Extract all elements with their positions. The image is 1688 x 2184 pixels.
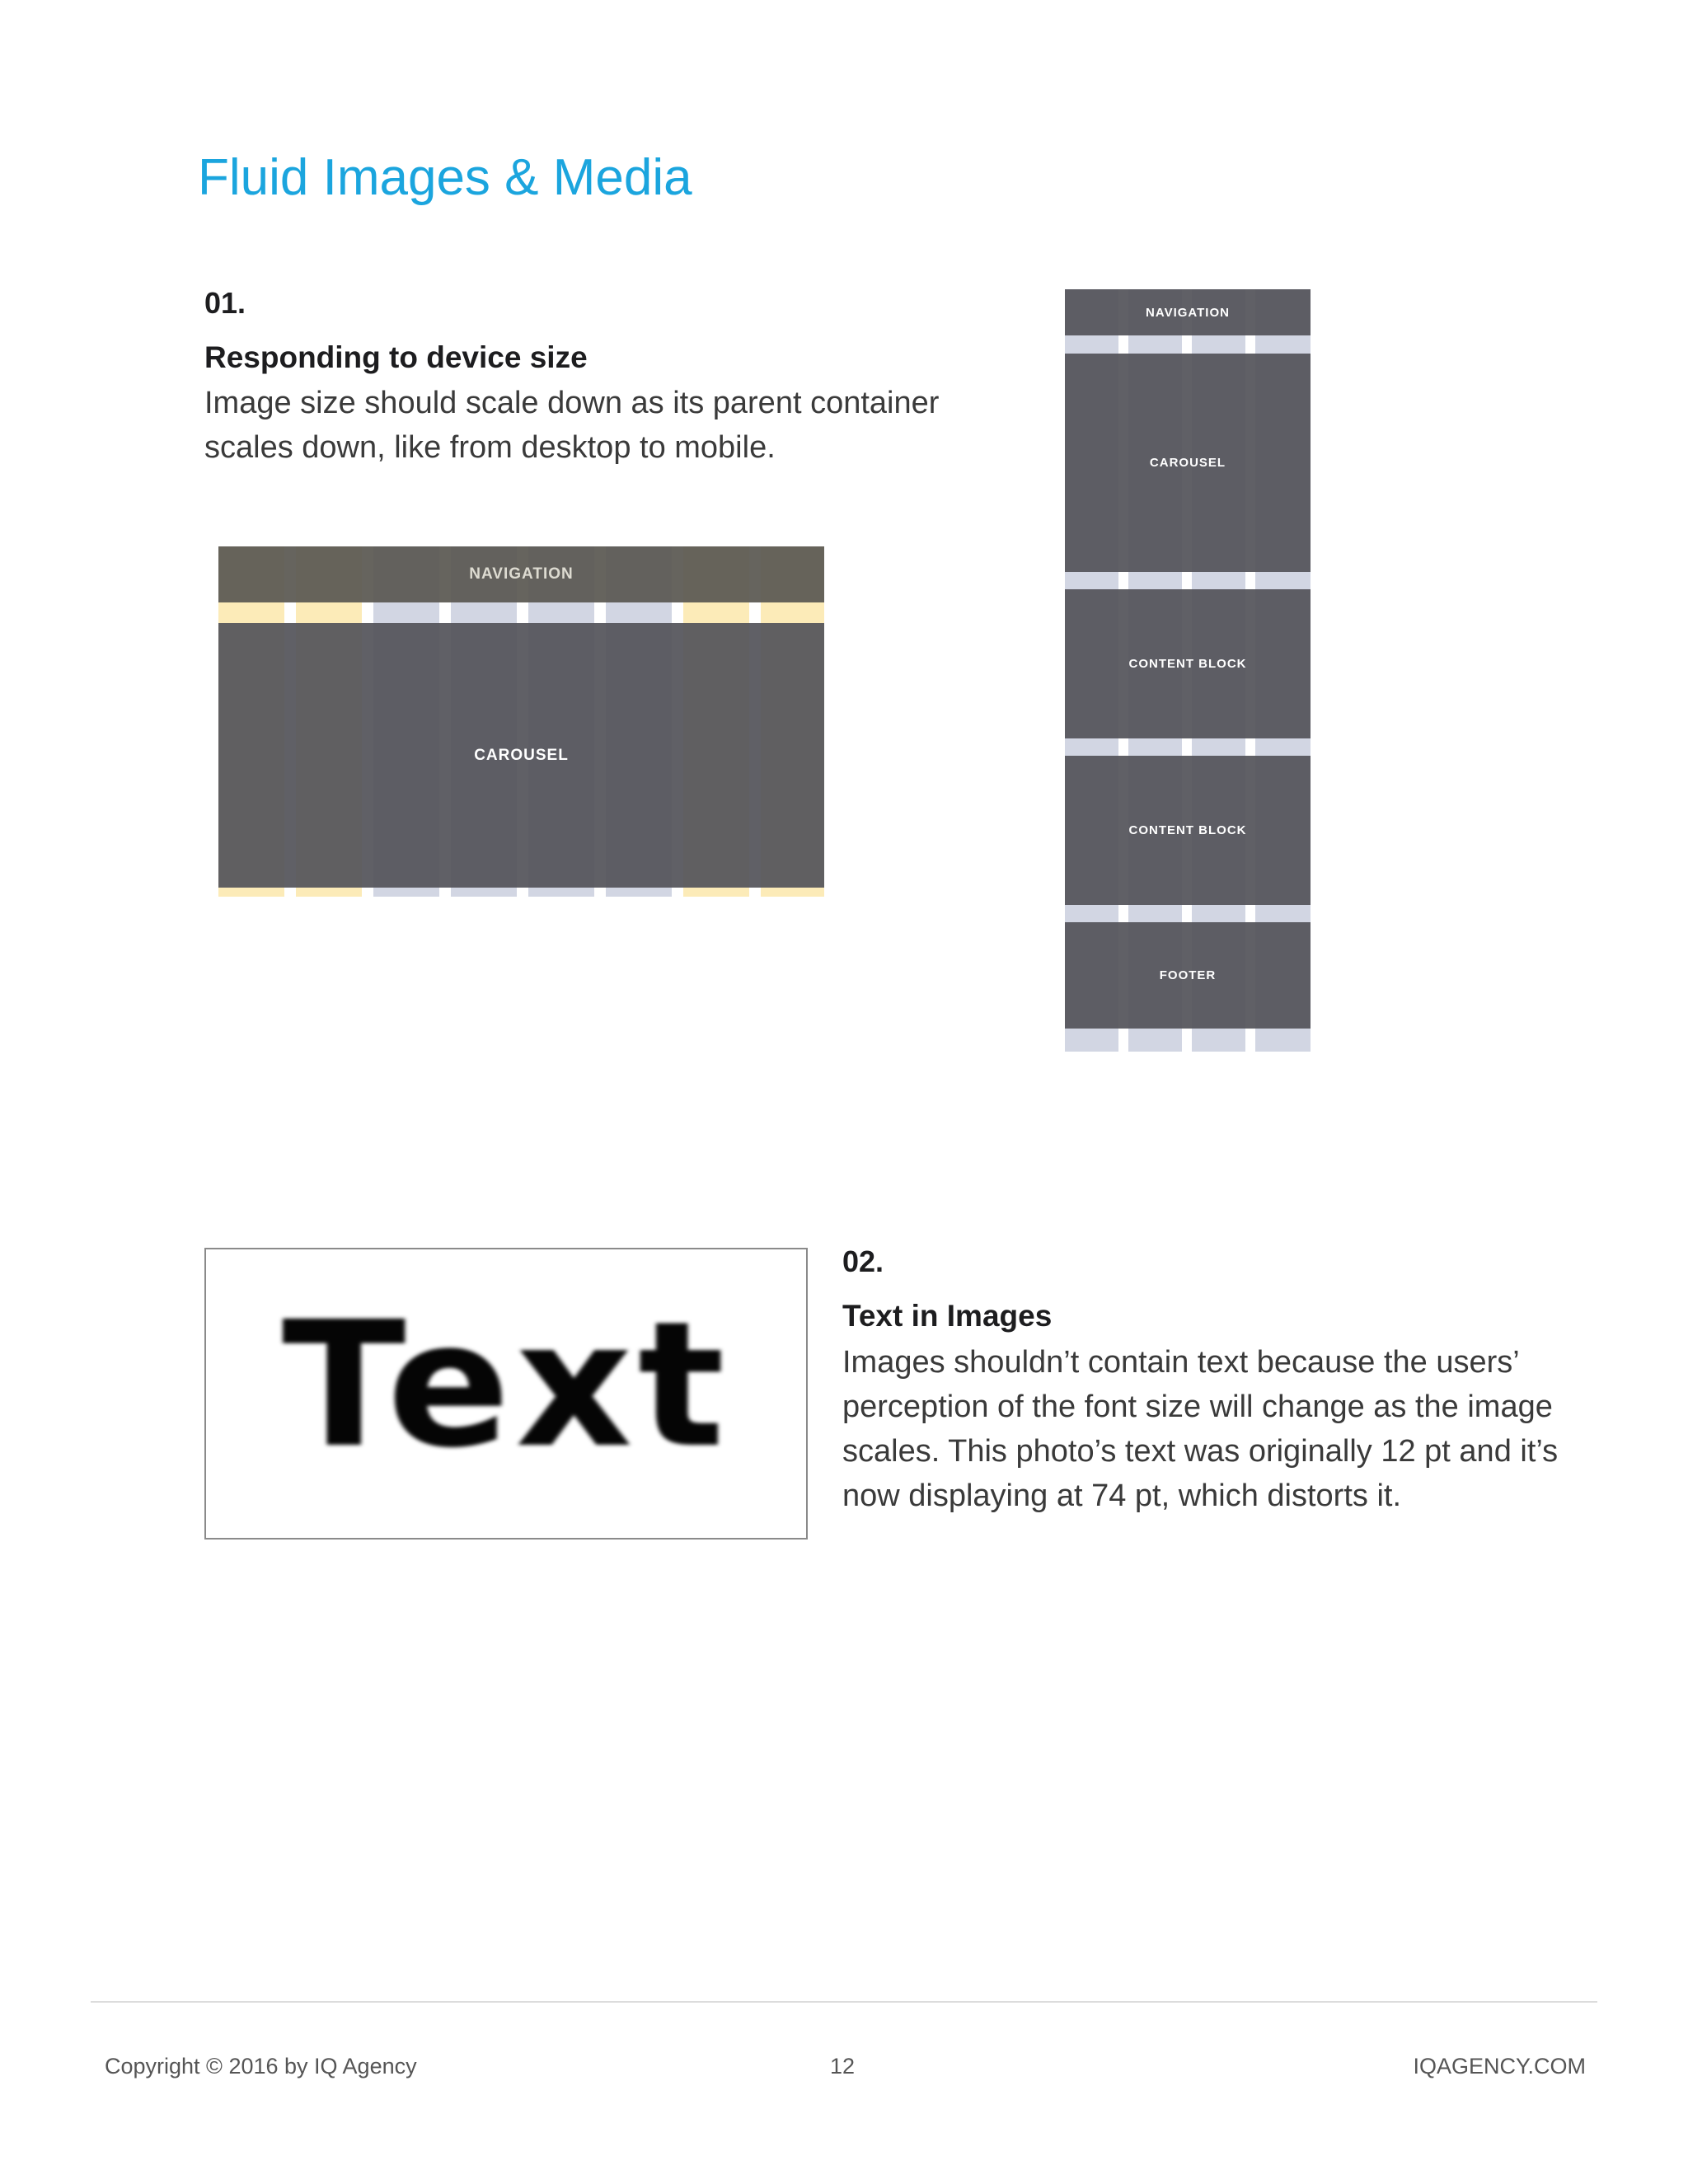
footer-divider [91, 2001, 1597, 2003]
wireframe-carousel-block [218, 623, 824, 888]
mobile-carousel-label: CAROUSEL [1149, 456, 1226, 470]
footer-copyright: Copyright © 2016 by IQ Agency [105, 2054, 417, 2079]
section-2-number: 02. [842, 1244, 884, 1278]
distorted-text-image [204, 1248, 808, 1540]
footer-site-link[interactable]: IQAGENCY.COM [1413, 2054, 1586, 2079]
distorted-text-word: Text [282, 1284, 730, 1486]
mobile-footer-block [1065, 922, 1311, 1029]
section-1-heading: Responding to device size [204, 340, 588, 374]
mobile-carousel-block [1065, 354, 1311, 572]
section-2-body: Images shouldn’t contain text because the users’ perception of the font size will change as the image scales. This photo’s text was originally 12 pt and it’s now displaying at 74 pt, which distorts it. [842, 1345, 1559, 1513]
section-1-number: 01. [204, 286, 246, 320]
mobile-content-block-1 [1065, 589, 1311, 738]
wireframe-navigation-label: NAVIGATION [469, 565, 574, 583]
section-1-body: Image size should scale down as its parent container scales down, like from desktop to mobile. [204, 386, 940, 465]
page-title: Fluid Images & Media [198, 149, 692, 206]
mobile-navigation-block [1065, 289, 1311, 335]
section-2-heading: Text in Images [842, 1299, 1053, 1333]
mobile-footer-label: FOOTER [1159, 968, 1217, 982]
mobile-content-block-2 [1065, 756, 1311, 905]
desktop-layout-wireframe [218, 546, 824, 897]
mobile-layout-wireframe [1065, 289, 1311, 1052]
mobile-content-block-2-label: CONTENT BLOCK [1128, 823, 1247, 837]
mobile-navigation-label: NAVIGATION [1146, 305, 1230, 320]
footer-page-number: 12 [830, 2054, 856, 2079]
yellow-tint-overlay [218, 546, 824, 602]
wireframe-carousel-label: CAROUSEL [474, 746, 569, 764]
mobile-content-block-1-label: CONTENT BLOCK [1128, 657, 1247, 671]
